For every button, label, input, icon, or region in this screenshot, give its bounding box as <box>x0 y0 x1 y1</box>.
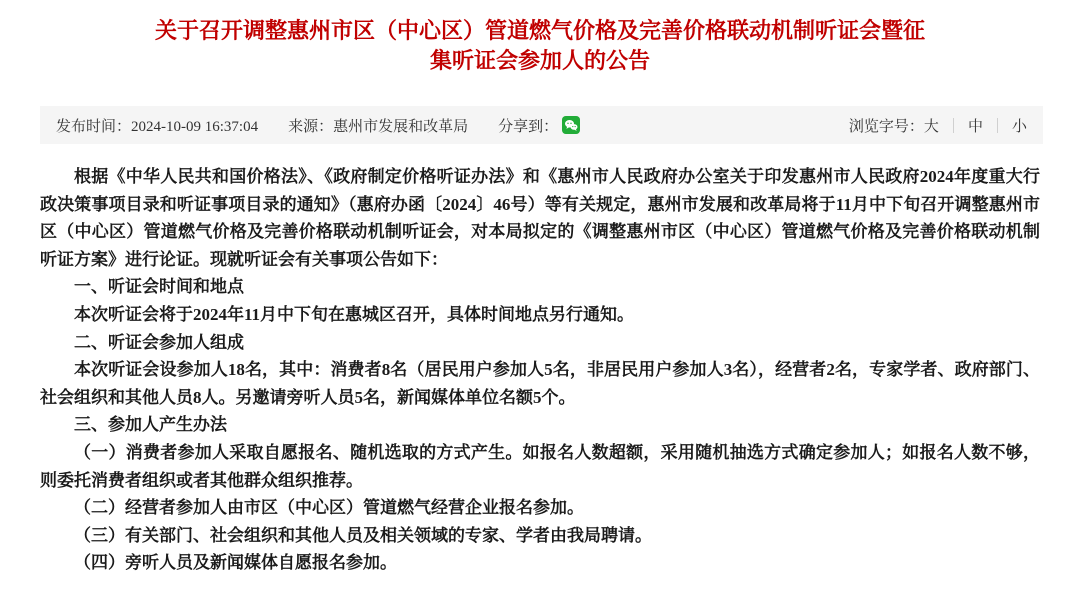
source-label: 来源： <box>288 118 334 135</box>
page-title <box>150 16 930 76</box>
article-paragraph: （一）消费者参加人采取自愿报名、随机选取的方式产生。如报名人数超额，采用随机抽选方式确定参加人；如报名人数不够，则委托消费者组织或者其他群众组织推荐。 <box>40 442 1040 490</box>
article-heading-section-3: 三、参加人产生办法 <box>74 415 227 435</box>
wechat-share-icon[interactable] <box>562 116 580 134</box>
font-size-controls <box>849 115 1027 136</box>
article-heading-section-2: 二、听证会参加人组成 <box>74 332 244 352</box>
article-paragraph: （二）经营者参加人由市区（中心区）管道燃气经营企业报名参加。 <box>74 498 584 518</box>
article-heading-section-1: 一、听证会时间和地点 <box>74 277 244 297</box>
meta-bar <box>40 106 1043 144</box>
publish-time-value: 2024-10-09 16:37:04 <box>131 118 259 135</box>
page-title-line-1: 关于召开调整惠州市区（中心区）管道燃气价格及完善价格联动机制听证会暨征 <box>154 18 925 43</box>
publish-time <box>56 115 258 136</box>
source <box>288 115 468 136</box>
article-paragraph-intro: 根据《中华人民共和国价格法》、《政府制定价格听证办法》和《惠州市人民政府办公室关于印发惠州市人民政府2024年度重大行政决策事项目录和听证事项目录的通知》（惠府办函〔2024〕46号）等有关规定，惠州市发展和改革局将于11月中下旬召开调整惠州市区（中心区）管道燃气价格及完善价格联动机制听证会，对本局拟定的《调整惠州市区（中心区）管道燃气价格及完善价格联动机制听证方案》进行论证。现就听证会有关事项公告如下： <box>40 167 1040 269</box>
font-size-separator: ｜ <box>989 118 1005 135</box>
font-size-small-button[interactable]: 小 <box>1011 118 1027 135</box>
article-paragraph: 本次听证会设参加人18名，其中：消费者8名（居民用户参加人5名，非居民用户参加人3名），经营者2名，专家学者、政府部门、社会组织和其他人员8人。另邀请旁听人员5名，新闻媒体单位名额5个。 <box>40 360 1040 407</box>
article-paragraph: （三）有关部门、社会组织和其他人员及相关领域的专家、学者由我局聘请。 <box>74 525 652 545</box>
article-paragraph: 本次听证会将于2024年11月中下旬在惠城区召开，具体时间地点另行通知。 <box>74 304 635 324</box>
publish-time-label: 发布时间： <box>56 118 132 135</box>
page-title-line-2: 集听证会参加人的公告 <box>429 48 650 73</box>
font-size-large-button[interactable]: 大 <box>923 118 939 135</box>
article-body <box>40 163 1040 577</box>
font-size-medium-button[interactable]: 中 <box>967 118 983 135</box>
meta-left-group <box>56 115 580 136</box>
announcement-page <box>0 16 1080 609</box>
share-group <box>498 115 580 136</box>
font-size-label: 浏览字号： <box>848 118 924 135</box>
article-paragraph: （四）旁听人员及新闻媒体自愿报名参加。 <box>74 553 397 573</box>
source-value: 惠州市发展和改革局 <box>333 118 469 135</box>
share-label: 分享到： <box>498 118 559 135</box>
font-size-separator: ｜ <box>945 118 961 135</box>
